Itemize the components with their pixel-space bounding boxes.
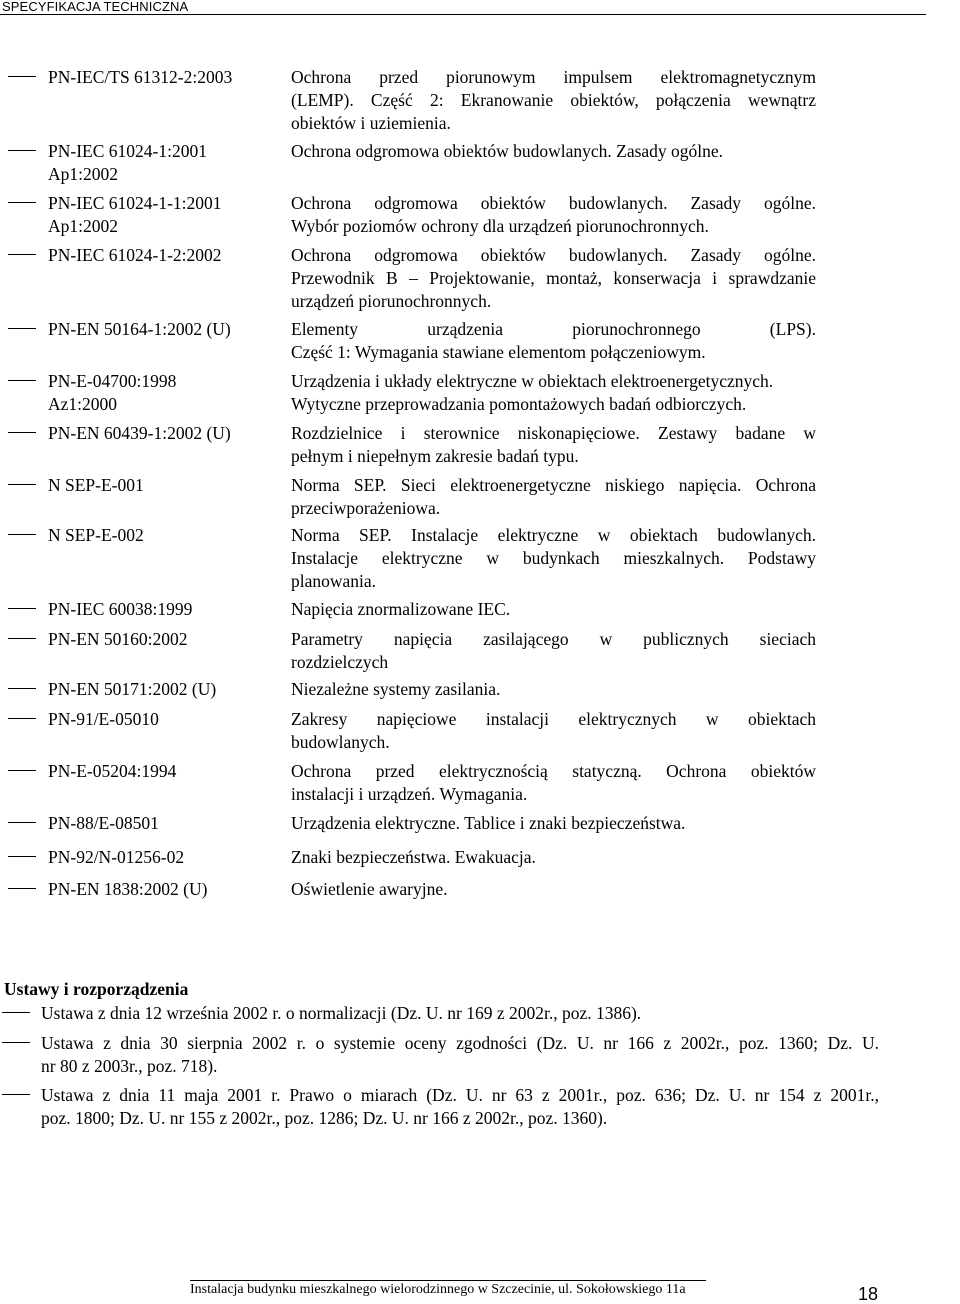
standard-description-line: Rozdzielnice i sterownice niskonapięciowe. Zestawy badane w — [291, 423, 816, 443]
standard-code-line: PN-92/N-01256-02 — [48, 847, 185, 867]
list-dash — [8, 150, 36, 151]
list-dash — [2, 1094, 30, 1095]
standard-description-line: budowlanych. — [291, 732, 390, 752]
standard-description-line: Urządzenia elektryczne. Tablice i znaki bezpieczeństwa. — [291, 813, 686, 833]
standard-description-line: Napięcia znormalizowane IEC. — [291, 599, 511, 619]
list-dash — [8, 484, 36, 485]
list-dash — [8, 254, 36, 255]
list-dash — [8, 638, 36, 639]
law-text — [41, 1002, 879, 1025]
standard-description-line: pełnym i niepełnym zakresie badań typu. — [291, 446, 579, 466]
standard-description-line: planowania. — [291, 571, 377, 591]
standard-code-line: PN-IEC 61024-1-2:2002 — [48, 245, 222, 265]
standard-code — [48, 598, 278, 621]
law-text-line: poz. 1800; Dz. U. nr 155 z 2002r., poz. 1286; Dz. U. nr 166 z 2002r., poz. 1360). — [41, 1108, 608, 1128]
law-text-line: nr 80 z 2003r., poz. 718). — [41, 1056, 218, 1076]
standard-description — [291, 846, 816, 869]
standard-code-line: PN-EN 50171:2002 (U) — [48, 679, 217, 699]
standard-code-line: N SEP-E-002 — [48, 525, 144, 545]
standard-code — [48, 812, 278, 835]
standard-description — [291, 812, 816, 835]
standard-code-line: PN-E-04700:1998 — [48, 371, 177, 391]
law-text-line: Ustawa z dnia 12 września 2002 r. o normalizacji (Dz. U. nr 169 z 2002r., poz. 1386). — [41, 1003, 642, 1023]
standard-code — [48, 628, 278, 651]
standard-code — [48, 524, 278, 547]
standard-code-line: PN-88/E-08501 — [48, 813, 159, 833]
law-text-line: Ustawa z dnia 30 sierpnia 2002 r. o systemie oceny zgodności (Dz. U. nr 166 z 2002r., poz. 1360; Dz. U. — [41, 1033, 879, 1053]
standard-code-line: Ap1:2002 — [48, 216, 118, 236]
standard-description — [291, 318, 816, 364]
footer-text: Instalacja budynku mieszkalnego wielorodzinnego w Szczecinie, ul. Sokołowskiego 11a — [190, 1282, 686, 1297]
standard-description-line: Elementy urządzenia piorunochronnego (LPS). — [291, 319, 816, 339]
standard-description-line: Wytyczne przeprowadzania pomontażowych badań odbiorczych. — [291, 394, 747, 414]
list-dash — [8, 202, 36, 203]
standard-code-line: PN-IEC 61024-1:2001 — [48, 141, 207, 161]
standard-description-line: Urządzenia i układy elektryczne w obiektach elektroenergetycznych. — [291, 371, 774, 391]
standard-description-line: Część 1: Wymagania stawiane elementom połączeniowym. — [291, 342, 706, 362]
standard-code-line: PN-IEC/TS 61312-2:2003 — [48, 67, 233, 87]
standard-description — [291, 598, 816, 621]
standard-description — [291, 370, 816, 416]
standard-code — [48, 678, 278, 701]
list-dash — [8, 770, 36, 771]
standard-description-line: Niezależne systemy zasilania. — [291, 679, 501, 699]
standard-description-line: Instalacje elektryczne w budynkach mieszkalnych. Podstawy — [291, 548, 816, 568]
standard-code — [48, 760, 278, 783]
standard-description-line: rozdzielczych — [291, 652, 389, 672]
standard-description-line: obiektów i uziemienia. — [291, 113, 451, 133]
standard-description — [291, 66, 816, 135]
standard-description-line: przeciwporażeniowa. — [291, 498, 441, 518]
standard-code-line: PN-IEC 60038:1999 — [48, 599, 193, 619]
standard-code — [48, 66, 278, 89]
standard-code — [48, 318, 278, 341]
standard-description-line: urządzeń piorunochronnych. — [291, 291, 492, 311]
standard-description-line: Ochrona przed elektrycznością statyczną. Ochrona obiektów — [291, 761, 816, 781]
list-dash — [8, 718, 36, 719]
standard-code-line: Ap1:2002 — [48, 164, 118, 184]
standard-description-line: Ochrona odgromowa obiektów budowlanych. Zasady ogólne. — [291, 193, 816, 213]
standard-description — [291, 192, 816, 238]
list-dash — [8, 328, 36, 329]
standard-code — [48, 474, 278, 497]
standard-code-line: PN-EN 50160:2002 — [48, 629, 188, 649]
standard-description-line: Oświetlenie awaryjne. — [291, 879, 448, 899]
standard-code — [48, 192, 278, 238]
standard-description-line: Ochrona przed piorunowym impulsem elektromagnetycznym — [291, 67, 816, 87]
list-dash — [8, 822, 36, 823]
standard-code-line: PN-IEC 61024-1-1:2001 — [48, 193, 222, 213]
standard-description-line: (LEMP). Część 2: Ekranowanie obiektów, połączenia wewnątrz — [291, 90, 816, 110]
standard-description — [291, 524, 816, 593]
standard-code-line: N SEP-E-001 — [48, 475, 144, 495]
standard-description-line: Znaki bezpieczeństwa. Ewakuacja. — [291, 847, 536, 867]
list-dash — [8, 380, 36, 381]
standard-code-line: PN-E-05204:1994 — [48, 761, 177, 781]
list-dash — [8, 888, 36, 889]
standard-code — [48, 708, 278, 731]
list-dash — [8, 856, 36, 857]
footer-divider — [190, 1280, 706, 1281]
list-dash — [2, 1042, 30, 1043]
standard-description — [291, 422, 816, 468]
standard-description — [291, 878, 816, 901]
standard-description — [291, 244, 816, 313]
list-dash — [8, 76, 36, 77]
standard-description — [291, 474, 816, 520]
standard-code-line: PN-EN 60439-1:2002 (U) — [48, 423, 231, 443]
standard-description-line: Ochrona odgromowa obiektów budowlanych. Zasady ogólne. — [291, 141, 724, 161]
standard-code-line: PN-EN 50164-1:2002 (U) — [48, 319, 231, 339]
standard-description — [291, 760, 816, 806]
standard-code-line: Az1:2000 — [48, 394, 118, 414]
standard-code-line: PN-91/E-05010 — [48, 709, 159, 729]
standard-description-line: Przewodnik B – Projektowanie, montaż, konserwacja i sprawdzanie — [291, 268, 816, 288]
list-dash — [8, 432, 36, 433]
laws-section-title: Ustawy i rozporządzenia — [4, 979, 189, 999]
standard-code — [48, 244, 278, 267]
standard-code — [48, 846, 278, 869]
page-number: 18 — [858, 1284, 879, 1304]
law-text — [41, 1084, 879, 1130]
list-dash — [2, 1012, 30, 1013]
standard-code — [48, 422, 278, 445]
list-dash — [8, 534, 36, 535]
standard-code — [48, 140, 278, 186]
standard-description-line: Zakresy napięciowe instalacji elektrycznych w obiektach — [291, 709, 816, 729]
standard-code — [48, 878, 278, 901]
standard-description-line: Norma SEP. Sieci elektroenergetyczne niskiego napięcia. Ochrona — [291, 475, 816, 495]
standard-description — [291, 628, 816, 674]
law-text — [41, 1032, 879, 1078]
law-text-line: Ustawa z dnia 11 maja 2001 r. Prawo o miarach (Dz. U. nr 63 z 2001r., poz. 636; Dz. U. nr 154 z 2001r., — [41, 1085, 879, 1105]
standard-description — [291, 708, 816, 754]
standard-code — [48, 370, 278, 416]
list-dash — [8, 688, 36, 689]
standard-description-line: Ochrona odgromowa obiektów budowlanych. Zasady ogólne. — [291, 245, 816, 265]
standard-code-line: PN-EN 1838:2002 (U) — [48, 879, 208, 899]
standard-description — [291, 678, 816, 701]
header-title: SPECYFIKACJA TECHNICZNA — [2, 0, 189, 14]
list-dash — [8, 608, 36, 609]
standard-description-line: instalacji i urządzeń. Wymagania. — [291, 784, 528, 804]
standard-description-line: Wybór poziomów ochrony dla urządzeń piorunochronnych. — [291, 216, 709, 236]
standard-description-line: Norma SEP. Instalacje elektryczne w obiektach budowlanych. — [291, 525, 816, 545]
standard-description-line: Parametry napięcia zasilającego w publicznych sieciach — [291, 629, 816, 649]
standard-description — [291, 140, 816, 163]
